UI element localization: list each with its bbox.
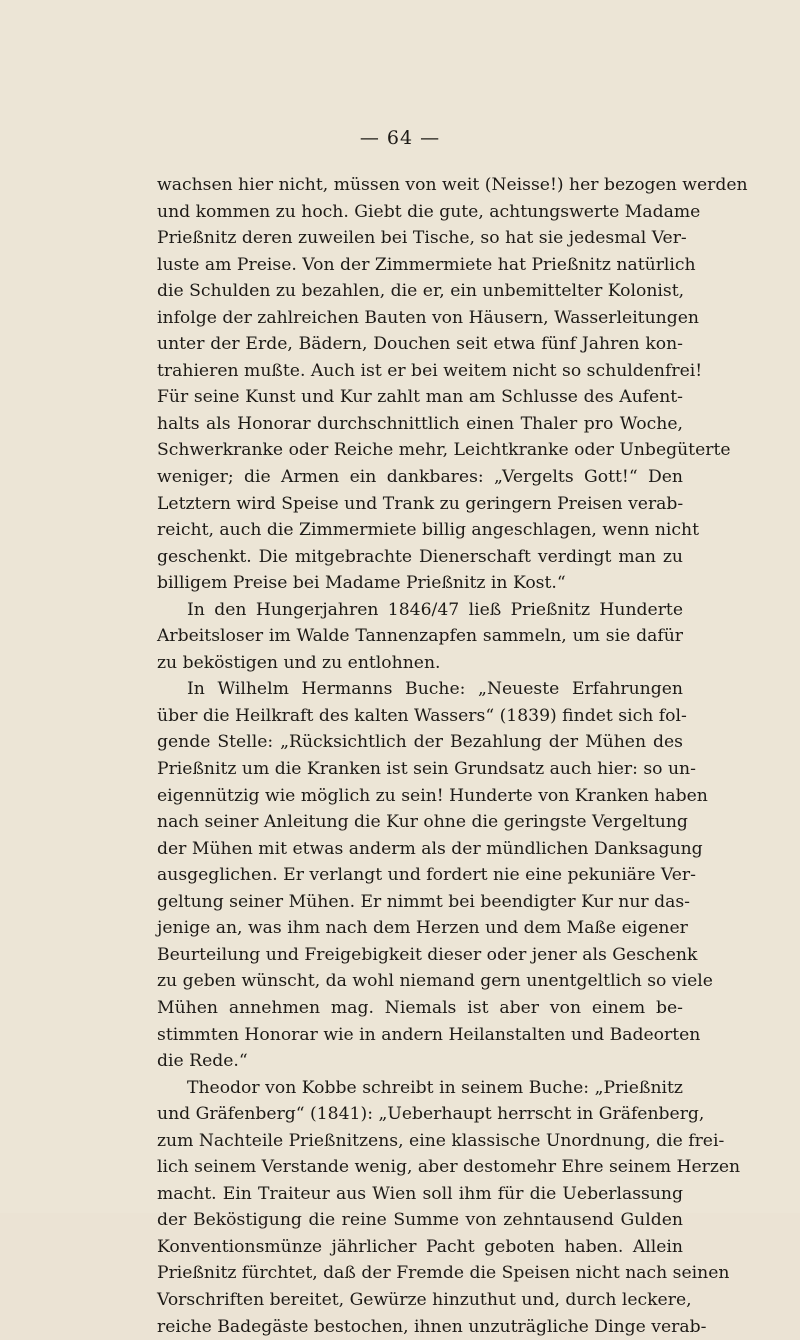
text-line: infolge der zahlreichen Bauten von Häusern, Wasserleitungen (157, 307, 699, 328)
page-body-text (157, 172, 748, 1340)
text-line: Prießnitz fürchtet, daß der Fremde die Speisen nicht nach seinen (157, 1263, 730, 1284)
text-line: reiche Badegäste bestochen, ihnen unzuträgliche Dinge verab- (157, 1316, 707, 1337)
text-line: Beurteilung und Freigebigkeit dieser oder jener als Geschenk (157, 944, 698, 965)
text-line: luste am Preise. Von der Zimmermiete hat Prießnitz natürlich (157, 254, 696, 275)
text-line: zu beköstigen und zu entlohnen. (157, 652, 441, 673)
text-line: billigem Preise bei Madame Prießnitz in Kost.“ (157, 573, 566, 594)
text-line: wachsen hier nicht, müssen von weit (Neisse!) her bezogen werden (157, 175, 748, 195)
text-line: Prießnitz um die Kranken ist sein Grundsatz auch hier: so un- (157, 759, 696, 780)
text-line: halts als Honorar durchschnittlich einen Thaler pro Woche, (157, 413, 683, 434)
text-line: trahieren mußte. Auch ist er bei weitem nicht so schuldenfrei! (157, 360, 703, 381)
text-line: Mühen annehmen mag. Niemals ist aber von einem be- (157, 997, 683, 1018)
text-line: zum Nachteile Prießnitzens, eine klassische Unordnung, die frei- (157, 1130, 725, 1151)
page-number: — 64 — (359, 127, 441, 149)
text-line: geschenkt. Die mitgebrachte Dienerschaft verdingt man zu (157, 546, 683, 567)
text-line: und Gräfenberg“ (1841): „Ueberhaupt herrscht in Gräfenberg, (157, 1104, 705, 1125)
text-line: Schwerkranke oder Reiche mehr, Leichtkranke oder Unbegüterte (157, 440, 731, 461)
paragraph (157, 1075, 741, 1340)
text-line: Für seine Kunst und Kur zahlt man am Schlusse des Aufent- (157, 387, 683, 408)
text-line: eigennützig wie möglich zu sein! Hunderte von Kranken haben (157, 785, 708, 806)
text-line: Arbeitsloser im Walde Tannenzapfen sammeln, um sie dafür (157, 626, 683, 647)
text-line: Theodor von Kobbe schreibt in seinem Buche: „Prießnitz (187, 1077, 683, 1098)
text-line: jenige an, was ihm nach dem Herzen und dem Maße eigener (157, 918, 688, 939)
text-line: die Rede.“ (157, 1051, 248, 1072)
text-line: stimmten Honorar wie in andern Heilanstalten und Badeorten (157, 1024, 701, 1045)
text-line: geltung seiner Mühen. Er nimmt bei beendigter Kur nur das- (157, 891, 690, 912)
text-line: der Beköstigung die reine Summe von zehntausend Gulden (157, 1210, 683, 1231)
text-line: lich seinem Verstande wenig, aber destomehr Ehre seinem Herzen (157, 1157, 741, 1178)
text-line: und kommen zu hoch. Giebt die gute, achtungswerte Madame (157, 201, 701, 222)
text-line: zu geben wünscht, da wohl niemand gern unentgeltlich so viele (157, 971, 713, 992)
text-line: gende Stelle: „Rücksichtlich der Bezahlung der Mühen des (157, 732, 683, 753)
text-line: Letztern wird Speise und Trank zu geringern Preisen verab- (157, 493, 684, 514)
text-line: ausgeglichen. Er verlangt und fordert nie eine pekuniäre Ver- (157, 865, 696, 886)
text-line: In den Hungerjahren 1846/47 ließ Prießnitz Hunderte (187, 599, 683, 620)
text-line: weniger; die Armen ein dankbares: „Vergelts Gott!“ Den (157, 467, 683, 488)
text-line: Konventionsmünze jährlicher Pacht geboten haben. Allein (157, 1236, 683, 1257)
text-line: Prießnitz deren zuweilen bei Tische, so hat sie jedesmal Ver- (157, 228, 687, 249)
paragraph (157, 676, 713, 1074)
text-line: reicht, auch die Zimmermiete billig angeschlagen, wenn nicht (157, 520, 699, 541)
text-line: über die Heilkraft des kalten Wassers“ (1839) findet sich fol- (157, 705, 687, 726)
text-line: macht. Ein Traiteur aus Wien soll ihm für die Ueberlassung (157, 1183, 683, 1204)
text-line: der Mühen mit etwas anderm als der mündlichen Danksagung (157, 838, 703, 859)
text-line: Vorschriften bereitet, Gewürze hinzuthut und, durch leckere, (157, 1289, 692, 1310)
paragraph (157, 172, 748, 597)
text-line: die Schulden zu bezahlen, die er, ein unbemittelter Kolonist, (157, 281, 685, 302)
text-line: unter der Erde, Bädern, Douchen seit etwa fünf Jahren kon- (157, 334, 683, 355)
paragraph (157, 597, 683, 677)
text-line: In Wilhelm Hermanns Buche: „Neueste Erfahrungen (187, 679, 683, 700)
text-line: nach seiner Anleitung die Kur ohne die geringste Vergeltung (157, 812, 688, 833)
